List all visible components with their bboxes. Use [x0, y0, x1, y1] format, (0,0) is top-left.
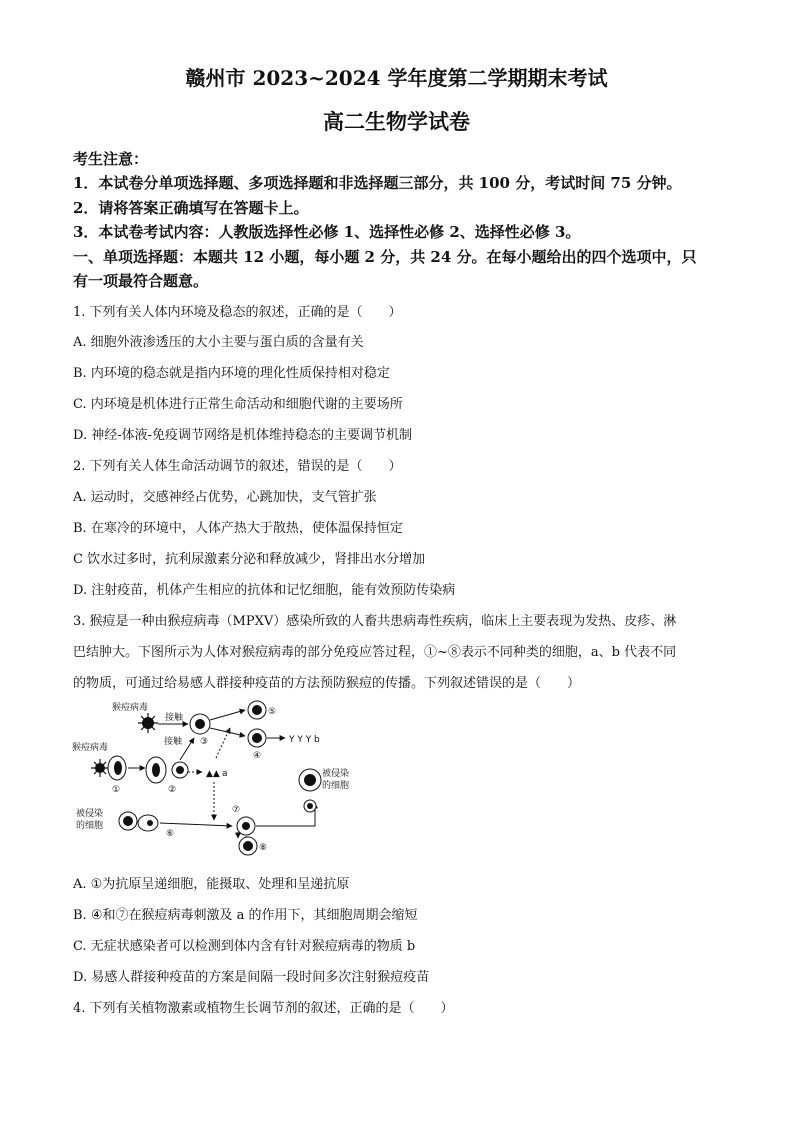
q3-stem-line3: 的物质，可通过给易感人群接种疫苗的方法预防猴痘的传播。下列叙述错误的是（ ） — [73, 676, 581, 691]
substance-b-label: b — [314, 735, 320, 745]
q2-option-b: B. 在寒冷的环境中，人体产热大于散热，使体温保持恒定 — [73, 521, 403, 536]
helper-cell — [172, 762, 188, 778]
virus-label-top: 猴痘病毒 — [112, 703, 149, 713]
note-item-2: 2．请将答案正确填写在答题卡上。 — [73, 199, 309, 217]
cell-3 — [190, 714, 210, 734]
cell-1-label: ① — [112, 785, 121, 795]
cell-8 — [239, 837, 257, 855]
virus-icon — [138, 713, 158, 733]
infected-cell-label-2: 的细胞 — [76, 821, 104, 831]
substance-a-icon: ▲▲ — [206, 769, 220, 779]
cell-5-label: ⑤ — [268, 707, 277, 717]
cell-3-label: ③ — [200, 737, 209, 747]
target-cell-label-1: 被侵染 — [322, 769, 350, 779]
q3-option-d: D. 易感人群接种疫苗的方案是间隔一段时间多次注射猴痘疫苗 — [73, 970, 430, 985]
cell-1 — [108, 756, 126, 780]
cell-2 — [146, 757, 166, 783]
target-cell — [299, 769, 321, 791]
q2-option-c: C 饮水过多时，抗利尿激素分泌和释放减少，肾排出水分增加 — [73, 552, 426, 567]
exam-subtitle: 高二生物学试卷 — [323, 109, 470, 134]
q3-option-c: C. 无症状感染者可以检测到体内含有针对猴痘病毒的物质 b — [73, 939, 416, 954]
section-heading-line1: 一、单项选择题：本题共 12 小题，每小题 2 分，共 24 分。在每小题给出的四个选项中，只 — [73, 248, 697, 266]
note-item-3: 3．本试卷考试内容：人教版选择性必修 1、选择性必修 2、选择性必修 3。 — [73, 223, 581, 241]
cell-4 — [248, 729, 266, 747]
q4-stem: 4. 下列有关植物激素或植物生长调节剂的叙述，正确的是（ ） — [73, 1001, 454, 1016]
cell-7 — [237, 817, 255, 835]
infected-cell — [119, 812, 137, 830]
q1-option-c: C. 内环境是机体进行正常生命活动和细胞代谢的主要场所 — [73, 397, 403, 412]
cell-6 — [138, 815, 158, 831]
q1-stem: 1. 下列有关人体内环境及稳态的叙述，正确的是（ ） — [73, 305, 402, 320]
q2-option-d: D. 注射疫苗，机体产生相应的抗体和记忆细胞，能有效预防传染病 — [73, 583, 456, 598]
q1-option-a: A. 细胞外液渗透压的大小主要与蛋白质的含量有关 — [73, 335, 364, 350]
section-heading-line2: 有一项最符合题意。 — [73, 272, 209, 290]
contact-label-1: 接触 — [165, 713, 184, 723]
cell-4-label: ④ — [253, 751, 262, 761]
q3-stem-line1: 3. 猴痘是一种由猴痘病毒（MPXV）感染所致的人畜共患病毒性疾病，临床上主要表现为发热、皮疹、淋 — [73, 614, 677, 629]
substance-a-label: a — [222, 769, 228, 779]
exam-title: 赣州市 2023~2024 学年度第二学期期末考试 — [185, 66, 608, 90]
note-item-1: 1．本试卷分单项选择题、多项选择题和非选择题三部分，共 100 分，考试时间 75 分钟。 — [73, 174, 682, 192]
q3-option-a: A. ①为抗原呈递细胞，能摄取、处理和呈递抗原 — [73, 877, 350, 892]
antibody-icon: Y Y Y — [289, 735, 312, 745]
target-cell-small — [304, 800, 316, 812]
cell-5 — [248, 701, 266, 719]
q2-option-a: A. 运动时，交感神经占优势，心跳加快，支气管扩张 — [73, 490, 377, 505]
q1-option-b: B. 内环境的稳态就是指内环境的理化性质保持相对稳定 — [73, 366, 390, 381]
q2-stem: 2. 下列有关人体生命活动调节的叙述，错误的是（ ） — [73, 459, 402, 474]
q1-option-d: D. 神经-体液-免疫调节网络是机体维持稳态的主要调节机制 — [73, 428, 413, 443]
contact-label-2: 接触 — [164, 737, 183, 747]
q3-option-b: B. ④和⑦在猴痘病毒刺激及 a 的作用下，其细胞周期会缩短 — [73, 908, 418, 923]
cell-2-label: ② — [168, 785, 177, 795]
cell-6-label: ⑥ — [166, 829, 175, 839]
cell-7-label: ⑦ — [232, 805, 241, 815]
immune-response-diagram — [70, 698, 350, 858]
q3-stem-line2: 巴结肿大。下图所示为人体对猴痘病毒的部分免疫应答过程，①~⑧表示不同种类的细胞，a、b 代表不同 — [73, 645, 677, 660]
notes-heading: 考生注意： — [73, 150, 149, 168]
cell-8-label: ⑧ — [259, 843, 268, 853]
virus-label-left: 猴痘病毒 — [72, 743, 109, 753]
virus-icon-left — [91, 759, 109, 777]
infected-cell-label-1: 被侵染 — [76, 809, 104, 819]
target-cell-label-2: 的细胞 — [322, 781, 350, 791]
